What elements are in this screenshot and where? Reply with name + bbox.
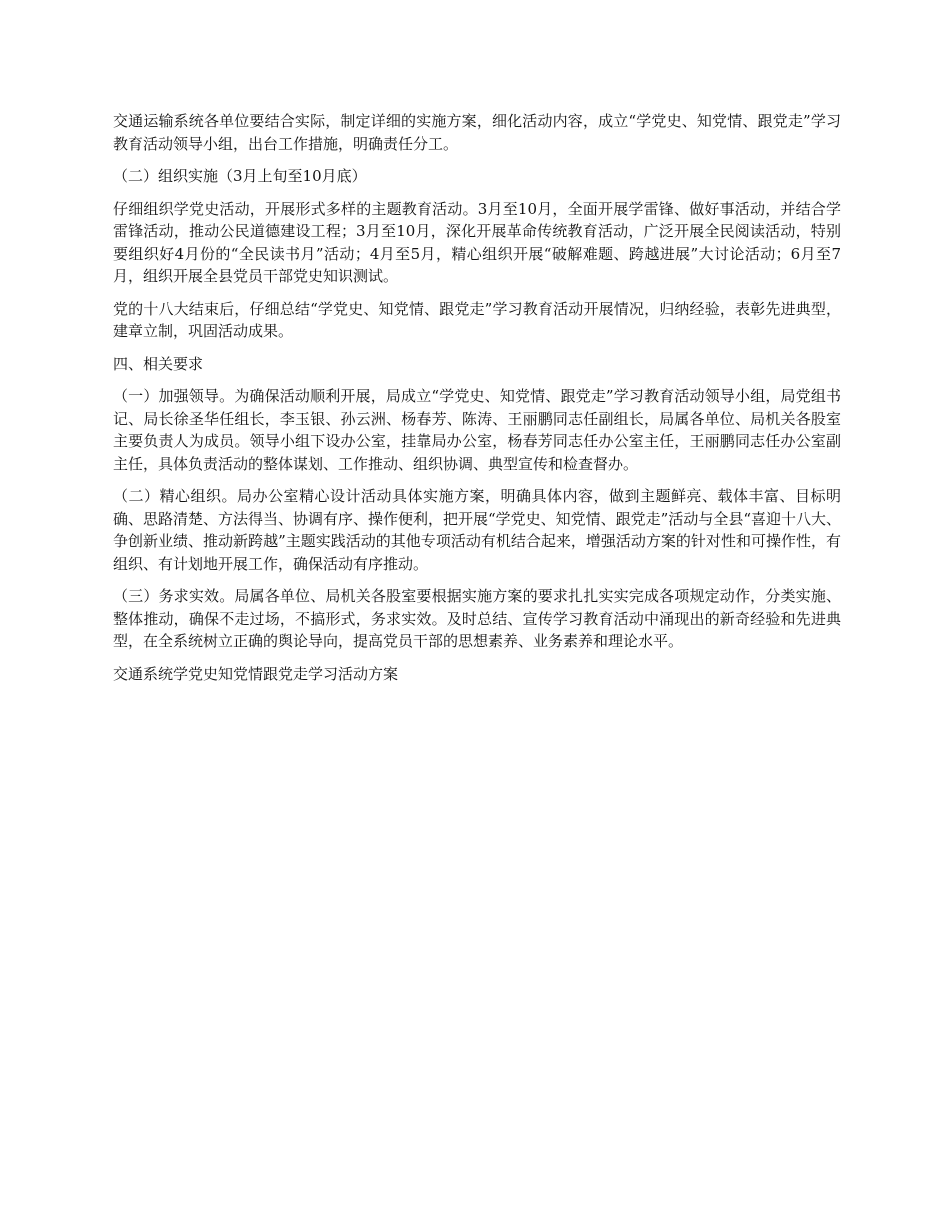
paragraph-leadership: （一）加强领导。为确保活动顺利开展，局成立“学党史、知党情、跟党走”学习教育活动领导小组，局党组书记、局长徐圣华任组长，李玉银、孙云洲、杨春芳、陈涛、王丽鹏同志任副组长，局属各单位、局机关各股室主要负责人为成员。领导小组下设办公室，挂靠局办公室，杨春芳同志任办公室主任，王丽鹏同志任办公室副主任，具体负责活动的整体谋划、工作推动、组织协调、典型宣传和检查督办。 — [113, 387, 841, 473]
paragraph-effectiveness: （三）务求实效。局属各单位、局机关各股室要根据实施方案的要求扎扎实实完成各项规定动作，分类实施、整体推动，确保不走过场，不搞形式，务求实效。及时总结、宣传学习教育活动中涌现出的新奇经验和先进典型，在全系统树立正确的舆论导向，提高党员干部的思想素养、业务素养和理论水平。 — [113, 587, 841, 650]
paragraph-implementation-details: 仔细组织学党史活动，开展形式多样的主题教育活动。3月至10月，全面开展学雷锋、做好事活动，并结合学雷锋活动，推动公民道德建设工程；3月至10月，深化开展革命传统教育活动，广泛开展全民阅读活动，特别要组织好4月份的“全民读书月”活动；4月至5月，精心组织开展“破解难题、跨越进展”大讨论活动；6月至7月，组织开展全县党员干部党史知识测试。 — [113, 199, 841, 285]
paragraph-planning: 交通运输系统各单位要结合实际，制定详细的实施方案，细化活动内容，成立“学党史、知党情、跟党走”学习教育活动领导小组，出台工作措施，明确责任分工。 — [113, 112, 841, 153]
heading-organize-implementation: （二）组织实施（3月上旬至10月底） — [113, 167, 367, 185]
heading-requirements: 四、相关要求 — [113, 354, 204, 373]
paragraph-organization: （二）精心组织。局办公室精心设计活动具体实施方案，明确具体内容，做到主题鲜亮、载体丰富、目标明确、思路清楚、方法得当、协调有序、操作便利，把开展“学党史、知党情、跟党走”活动与全县“喜迎十八大、争创新业绩、推动新跨越”主题实践活动的其他专项活动有机结合起来，增强活动方案的针对性和可操作性，有组织、有计划地开展工作，确保活动有序推动。 — [113, 487, 842, 573]
document-footer-title: 交通系统学党史知党情跟党走学习活动方案 — [113, 664, 399, 683]
document-body — [113, 110, 841, 695]
paragraph-summary: 党的十八大结束后，仔细总结“学党史、知党情、跟党走”学习教育活动开展情况，归纳经验，表彰先进典型，建章立制，巩固活动成果。 — [113, 299, 841, 340]
